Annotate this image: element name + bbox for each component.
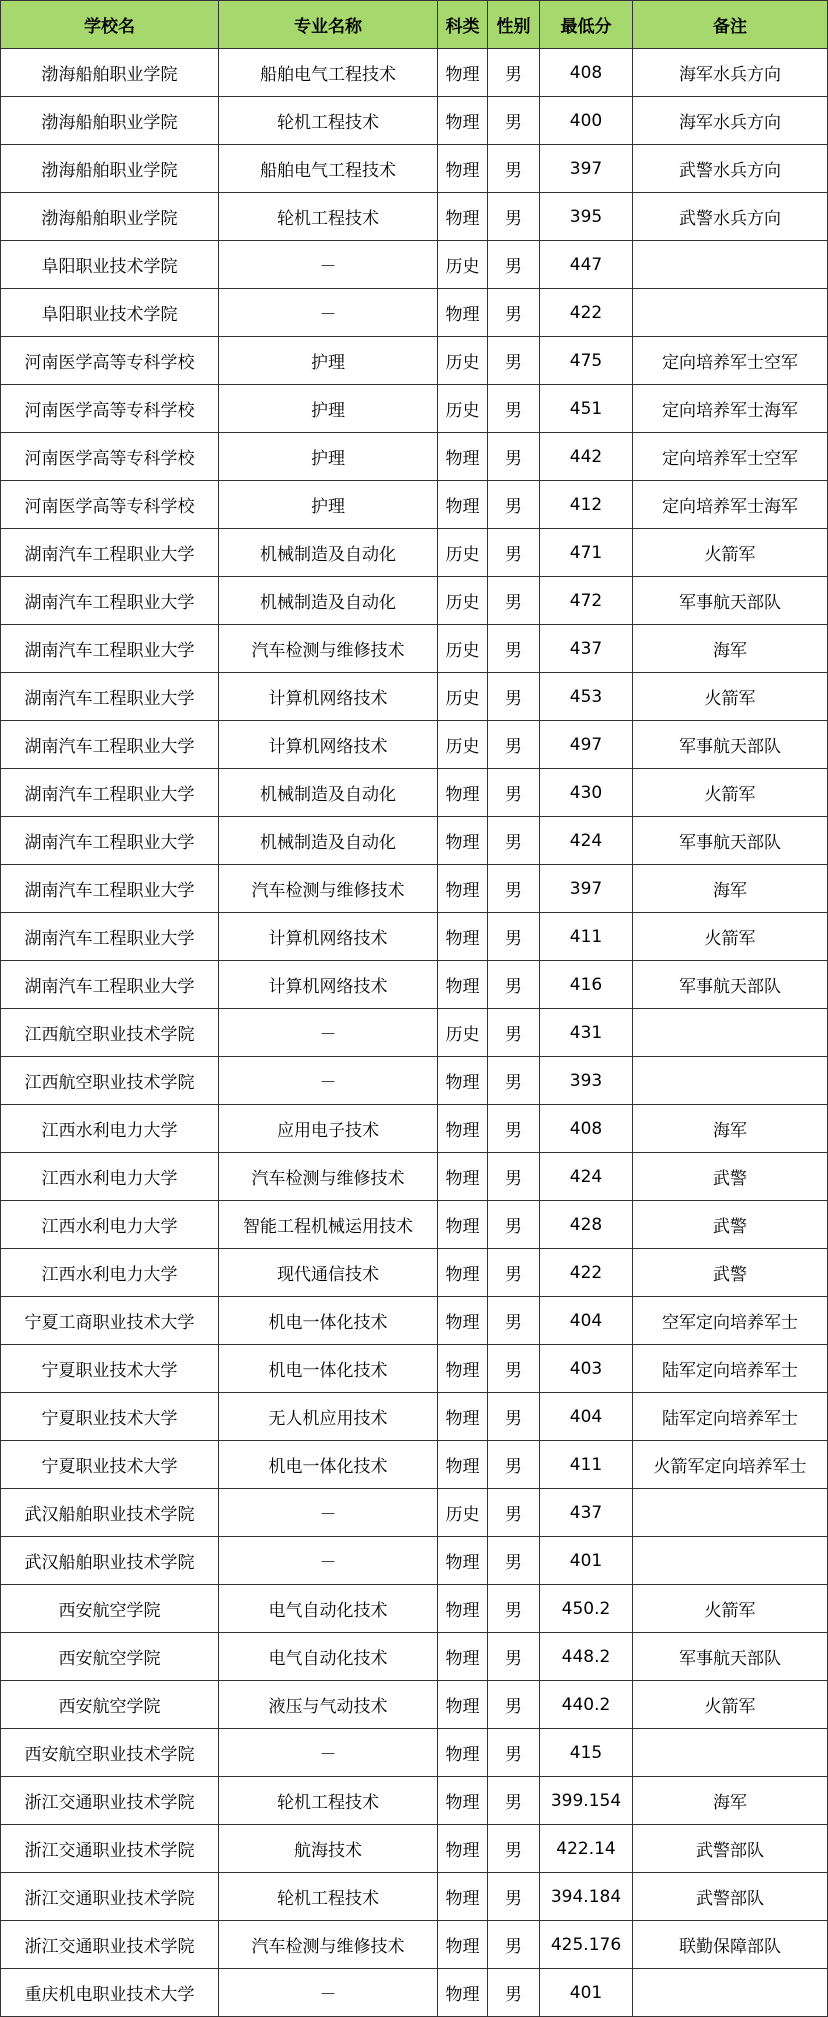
subject-cell: 历史 (438, 1009, 488, 1057)
remarks-cell: 武警 (633, 1249, 828, 1297)
major-cell: 轮机工程技术 (219, 193, 438, 241)
gender-cell: 男 (488, 1441, 540, 1489)
table-header (1, 1, 828, 49)
school-cell: 重庆机电职业技术大学 (1, 1969, 219, 2017)
subject-cell: 物理 (438, 1537, 488, 1585)
gender-cell: 男 (488, 913, 540, 961)
remarks-cell: 武警 (633, 1201, 828, 1249)
min-score-cell: 472 (540, 577, 633, 625)
remarks-cell: 定向培养军士空军 (633, 433, 828, 481)
table-row (1, 1345, 828, 1393)
school-cell: 湖南汽车工程职业大学 (1, 625, 219, 673)
table-row (1, 1153, 828, 1201)
table-row (1, 1585, 828, 1633)
major-cell: 汽车检测与维修技术 (219, 1153, 438, 1201)
subject-cell: 历史 (438, 577, 488, 625)
table-row (1, 385, 828, 433)
gender-cell: 男 (488, 1105, 540, 1153)
min-score-cell: 400 (540, 97, 633, 145)
major-cell: 护理 (219, 385, 438, 433)
table-body (1, 49, 828, 2017)
table-row (1, 241, 828, 289)
major-cell: 机电一体化技术 (219, 1441, 438, 1489)
remarks-cell (633, 1537, 828, 1585)
min-score-cell: 401 (540, 1537, 633, 1585)
gender-cell: 男 (488, 433, 540, 481)
min-score-cell: 412 (540, 481, 633, 529)
gender-cell: 男 (488, 1825, 540, 1873)
school-cell: 浙江交通职业技术学院 (1, 1777, 219, 1825)
school-cell: 宁夏工商职业技术大学 (1, 1297, 219, 1345)
gender-cell: 男 (488, 385, 540, 433)
gender-cell: 男 (488, 673, 540, 721)
major-cell: 机械制造及自动化 (219, 577, 438, 625)
major-cell: 机电一体化技术 (219, 1297, 438, 1345)
major-cell: 护理 (219, 481, 438, 529)
min-score-cell: 415 (540, 1729, 633, 1777)
major-cell: － (219, 1009, 438, 1057)
min-score-cell: 397 (540, 145, 633, 193)
school-cell: 江西水利电力大学 (1, 1201, 219, 1249)
school-cell: 浙江交通职业技术学院 (1, 1921, 219, 1969)
school-cell: 西安航空职业技术学院 (1, 1729, 219, 1777)
table-row (1, 625, 828, 673)
gender-cell: 男 (488, 1393, 540, 1441)
table-row (1, 817, 828, 865)
major-cell: － (219, 1969, 438, 2017)
min-score-cell: 411 (540, 913, 633, 961)
header-row (1, 1, 828, 49)
gender-cell: 男 (488, 1633, 540, 1681)
remarks-cell: 海军水兵方向 (633, 49, 828, 97)
col-header-gender: 性别 (488, 1, 540, 49)
subject-cell: 物理 (438, 1681, 488, 1729)
min-score-cell: 428 (540, 1201, 633, 1249)
table-row (1, 769, 828, 817)
table-row (1, 49, 828, 97)
min-score-cell: 424 (540, 817, 633, 865)
major-cell: － (219, 1729, 438, 1777)
table-row (1, 481, 828, 529)
table-row (1, 1873, 828, 1921)
major-cell: 航海技术 (219, 1825, 438, 1873)
remarks-cell: 陆军定向培养军士 (633, 1345, 828, 1393)
table-row (1, 1777, 828, 1825)
table-row (1, 289, 828, 337)
major-cell: － (219, 241, 438, 289)
gender-cell: 男 (488, 1729, 540, 1777)
school-cell: 湖南汽车工程职业大学 (1, 769, 219, 817)
subject-cell: 物理 (438, 817, 488, 865)
school-cell: 浙江交通职业技术学院 (1, 1825, 219, 1873)
major-cell: 计算机网络技术 (219, 721, 438, 769)
subject-cell: 物理 (438, 1297, 488, 1345)
min-score-cell: 422 (540, 1249, 633, 1297)
school-cell: 阜阳职业技术学院 (1, 241, 219, 289)
subject-cell: 物理 (438, 1585, 488, 1633)
col-header-subject: 科类 (438, 1, 488, 49)
table-row (1, 913, 828, 961)
gender-cell: 男 (488, 1249, 540, 1297)
table-row (1, 433, 828, 481)
major-cell: － (219, 289, 438, 337)
school-cell: 武汉船舶职业技术学院 (1, 1489, 219, 1537)
table-row (1, 1009, 828, 1057)
school-cell: 湖南汽车工程职业大学 (1, 721, 219, 769)
min-score-cell: 451 (540, 385, 633, 433)
subject-cell: 历史 (438, 241, 488, 289)
remarks-cell: 定向培养军士海军 (633, 385, 828, 433)
school-cell: 西安航空学院 (1, 1585, 219, 1633)
min-score-cell: 395 (540, 193, 633, 241)
subject-cell: 物理 (438, 97, 488, 145)
gender-cell: 男 (488, 49, 540, 97)
school-cell: 渤海船舶职业学院 (1, 193, 219, 241)
min-score-cell: 447 (540, 241, 633, 289)
subject-cell: 物理 (438, 433, 488, 481)
table-row (1, 721, 828, 769)
school-cell: 浙江交通职业技术学院 (1, 1873, 219, 1921)
subject-cell: 物理 (438, 1153, 488, 1201)
gender-cell: 男 (488, 577, 540, 625)
subject-cell: 历史 (438, 337, 488, 385)
gender-cell: 男 (488, 337, 540, 385)
remarks-cell: 火箭军 (633, 529, 828, 577)
major-cell: 护理 (219, 433, 438, 481)
subject-cell: 历史 (438, 721, 488, 769)
remarks-cell: 火箭军 (633, 1681, 828, 1729)
gender-cell: 男 (488, 1921, 540, 1969)
gender-cell: 男 (488, 289, 540, 337)
remarks-cell: 空军定向培养军士 (633, 1297, 828, 1345)
remarks-cell: 军事航天部队 (633, 577, 828, 625)
gender-cell: 男 (488, 817, 540, 865)
table-row (1, 145, 828, 193)
gender-cell: 男 (488, 625, 540, 673)
subject-cell: 历史 (438, 673, 488, 721)
subject-cell: 物理 (438, 865, 488, 913)
table-row (1, 337, 828, 385)
remarks-cell: 海军 (633, 865, 828, 913)
min-score-cell: 397 (540, 865, 633, 913)
remarks-cell (633, 1969, 828, 2017)
subject-cell: 物理 (438, 1633, 488, 1681)
remarks-cell: 联勤保障部队 (633, 1921, 828, 1969)
school-cell: 宁夏职业技术大学 (1, 1441, 219, 1489)
school-cell: 湖南汽车工程职业大学 (1, 529, 219, 577)
gender-cell: 男 (488, 481, 540, 529)
table-row (1, 1249, 828, 1297)
subject-cell: 历史 (438, 529, 488, 577)
school-cell: 西安航空学院 (1, 1633, 219, 1681)
min-score-cell: 424 (540, 1153, 633, 1201)
subject-cell: 物理 (438, 193, 488, 241)
table-row (1, 529, 828, 577)
table-row (1, 193, 828, 241)
gender-cell: 男 (488, 97, 540, 145)
min-score-cell: 399.154 (540, 1777, 633, 1825)
major-cell: 计算机网络技术 (219, 673, 438, 721)
major-cell: 智能工程机械运用技术 (219, 1201, 438, 1249)
major-cell: 护理 (219, 337, 438, 385)
table-row (1, 1201, 828, 1249)
remarks-cell: 火箭军 (633, 673, 828, 721)
gender-cell: 男 (488, 1537, 540, 1585)
remarks-cell (633, 1729, 828, 1777)
remarks-cell: 武警部队 (633, 1873, 828, 1921)
major-cell: 液压与气动技术 (219, 1681, 438, 1729)
major-cell: 无人机应用技术 (219, 1393, 438, 1441)
min-score-cell: 450.2 (540, 1585, 633, 1633)
remarks-cell: 火箭军 (633, 1585, 828, 1633)
major-cell: 船舶电气工程技术 (219, 145, 438, 193)
major-cell: 轮机工程技术 (219, 1777, 438, 1825)
gender-cell: 男 (488, 961, 540, 1009)
major-cell: 汽车检测与维修技术 (219, 865, 438, 913)
gender-cell: 男 (488, 529, 540, 577)
subject-cell: 物理 (438, 1345, 488, 1393)
remarks-cell: 海军 (633, 1777, 828, 1825)
table-row (1, 1105, 828, 1153)
remarks-cell: 火箭军 (633, 769, 828, 817)
table-row (1, 961, 828, 1009)
min-score-cell: 404 (540, 1297, 633, 1345)
gender-cell: 男 (488, 1681, 540, 1729)
major-cell: 计算机网络技术 (219, 913, 438, 961)
subject-cell: 物理 (438, 1777, 488, 1825)
table-row (1, 1969, 828, 2017)
remarks-cell: 海军 (633, 1105, 828, 1153)
table-row (1, 97, 828, 145)
major-cell: 应用电子技术 (219, 1105, 438, 1153)
school-cell: 宁夏职业技术大学 (1, 1345, 219, 1393)
subject-cell: 物理 (438, 1393, 488, 1441)
subject-cell: 物理 (438, 1057, 488, 1105)
major-cell: 机械制造及自动化 (219, 769, 438, 817)
remarks-cell: 陆军定向培养军士 (633, 1393, 828, 1441)
school-cell: 江西水利电力大学 (1, 1249, 219, 1297)
subject-cell: 物理 (438, 481, 488, 529)
table-row (1, 1825, 828, 1873)
min-score-cell: 422.14 (540, 1825, 633, 1873)
min-score-cell: 442 (540, 433, 633, 481)
remarks-cell (633, 289, 828, 337)
subject-cell: 物理 (438, 961, 488, 1009)
subject-cell: 物理 (438, 289, 488, 337)
table-row (1, 1057, 828, 1105)
gender-cell: 男 (488, 1057, 540, 1105)
gender-cell: 男 (488, 1969, 540, 2017)
subject-cell: 物理 (438, 1825, 488, 1873)
major-cell: 机械制造及自动化 (219, 529, 438, 577)
table-row (1, 1441, 828, 1489)
min-score-cell: 394.184 (540, 1873, 633, 1921)
table-row (1, 1633, 828, 1681)
table-row (1, 1489, 828, 1537)
gender-cell: 男 (488, 1153, 540, 1201)
min-score-cell: 425.176 (540, 1921, 633, 1969)
col-header-major: 专业名称 (219, 1, 438, 49)
min-score-cell: 440.2 (540, 1681, 633, 1729)
subject-cell: 物理 (438, 1921, 488, 1969)
school-cell: 河南医学高等专科学校 (1, 385, 219, 433)
subject-cell: 物理 (438, 49, 488, 97)
gender-cell: 男 (488, 1873, 540, 1921)
min-score-cell: 437 (540, 1489, 633, 1537)
min-score-cell: 431 (540, 1009, 633, 1057)
major-cell: 轮机工程技术 (219, 97, 438, 145)
school-cell: 湖南汽车工程职业大学 (1, 673, 219, 721)
subject-cell: 物理 (438, 1249, 488, 1297)
school-cell: 阜阳职业技术学院 (1, 289, 219, 337)
min-score-cell: 475 (540, 337, 633, 385)
gender-cell: 男 (488, 1585, 540, 1633)
remarks-cell: 军事航天部队 (633, 721, 828, 769)
subject-cell: 物理 (438, 769, 488, 817)
col-header-school: 学校名 (1, 1, 219, 49)
gender-cell: 男 (488, 721, 540, 769)
school-cell: 江西水利电力大学 (1, 1105, 219, 1153)
major-cell: 现代通信技术 (219, 1249, 438, 1297)
school-cell: 河南医学高等专科学校 (1, 433, 219, 481)
school-cell: 江西水利电力大学 (1, 1153, 219, 1201)
min-score-cell: 497 (540, 721, 633, 769)
subject-cell: 物理 (438, 1729, 488, 1777)
min-score-cell: 430 (540, 769, 633, 817)
school-cell: 渤海船舶职业学院 (1, 145, 219, 193)
major-cell: 计算机网络技术 (219, 961, 438, 1009)
school-cell: 河南医学高等专科学校 (1, 337, 219, 385)
gender-cell: 男 (488, 1777, 540, 1825)
school-cell: 湖南汽车工程职业大学 (1, 577, 219, 625)
gender-cell: 男 (488, 1201, 540, 1249)
min-score-cell: 408 (540, 49, 633, 97)
col-header-remarks: 备注 (633, 1, 828, 49)
major-cell: 船舶电气工程技术 (219, 49, 438, 97)
school-cell: 宁夏职业技术大学 (1, 1393, 219, 1441)
remarks-cell: 海军 (633, 625, 828, 673)
remarks-cell: 武警部队 (633, 1825, 828, 1873)
major-cell: 电气自动化技术 (219, 1633, 438, 1681)
school-cell: 河南医学高等专科学校 (1, 481, 219, 529)
major-cell: 机电一体化技术 (219, 1345, 438, 1393)
subject-cell: 物理 (438, 1201, 488, 1249)
min-score-cell: 453 (540, 673, 633, 721)
subject-cell: 物理 (438, 1873, 488, 1921)
school-cell: 江西航空职业技术学院 (1, 1009, 219, 1057)
min-score-cell: 471 (540, 529, 633, 577)
min-score-cell: 411 (540, 1441, 633, 1489)
remarks-cell (633, 1489, 828, 1537)
table-row (1, 1921, 828, 1969)
min-score-cell: 408 (540, 1105, 633, 1153)
remarks-cell (633, 241, 828, 289)
remarks-cell: 定向培养军士海军 (633, 481, 828, 529)
remarks-cell: 武警 (633, 1153, 828, 1201)
remarks-cell: 武警水兵方向 (633, 193, 828, 241)
subject-cell: 物理 (438, 1105, 488, 1153)
gender-cell: 男 (488, 145, 540, 193)
school-cell: 湖南汽车工程职业大学 (1, 865, 219, 913)
table-row (1, 673, 828, 721)
subject-cell: 物理 (438, 145, 488, 193)
subject-cell: 物理 (438, 1441, 488, 1489)
gender-cell: 男 (488, 865, 540, 913)
subject-cell: 历史 (438, 1489, 488, 1537)
min-score-cell: 404 (540, 1393, 633, 1441)
subject-cell: 物理 (438, 1969, 488, 2017)
school-cell: 武汉船舶职业技术学院 (1, 1537, 219, 1585)
gender-cell: 男 (488, 1297, 540, 1345)
school-cell: 渤海船舶职业学院 (1, 49, 219, 97)
gender-cell: 男 (488, 193, 540, 241)
remarks-cell: 海军水兵方向 (633, 97, 828, 145)
major-cell: 汽车检测与维修技术 (219, 1921, 438, 1969)
subject-cell: 历史 (438, 385, 488, 433)
remarks-cell: 火箭军定向培养军士 (633, 1441, 828, 1489)
major-cell: － (219, 1537, 438, 1585)
remarks-cell (633, 1057, 828, 1105)
remarks-cell: 火箭军 (633, 913, 828, 961)
min-score-cell: 416 (540, 961, 633, 1009)
major-cell: － (219, 1057, 438, 1105)
min-score-cell: 448.2 (540, 1633, 633, 1681)
remarks-cell (633, 1009, 828, 1057)
min-score-cell: 401 (540, 1969, 633, 2017)
table-row (1, 1681, 828, 1729)
subject-cell: 历史 (438, 625, 488, 673)
school-cell: 渤海船舶职业学院 (1, 97, 219, 145)
remarks-cell: 军事航天部队 (633, 1633, 828, 1681)
gender-cell: 男 (488, 241, 540, 289)
major-cell: 汽车检测与维修技术 (219, 625, 438, 673)
major-cell: － (219, 1489, 438, 1537)
school-cell: 湖南汽车工程职业大学 (1, 913, 219, 961)
school-cell: 湖南汽车工程职业大学 (1, 961, 219, 1009)
col-header-min-score: 最低分 (540, 1, 633, 49)
major-cell: 轮机工程技术 (219, 1873, 438, 1921)
remarks-cell: 武警水兵方向 (633, 145, 828, 193)
table-row (1, 865, 828, 913)
table-row (1, 1537, 828, 1585)
school-cell: 西安航空学院 (1, 1681, 219, 1729)
gender-cell: 男 (488, 1009, 540, 1057)
min-score-cell: 437 (540, 625, 633, 673)
gender-cell: 男 (488, 769, 540, 817)
major-cell: 电气自动化技术 (219, 1585, 438, 1633)
gender-cell: 男 (488, 1489, 540, 1537)
min-score-cell: 393 (540, 1057, 633, 1105)
table-row (1, 1729, 828, 1777)
remarks-cell: 军事航天部队 (633, 817, 828, 865)
subject-cell: 物理 (438, 913, 488, 961)
min-score-cell: 422 (540, 289, 633, 337)
school-cell: 湖南汽车工程职业大学 (1, 817, 219, 865)
remarks-cell: 定向培养军士空军 (633, 337, 828, 385)
table-row (1, 577, 828, 625)
gender-cell: 男 (488, 1345, 540, 1393)
school-cell: 江西航空职业技术学院 (1, 1057, 219, 1105)
min-score-cell: 403 (540, 1345, 633, 1393)
remarks-cell: 军事航天部队 (633, 961, 828, 1009)
major-cell: 机械制造及自动化 (219, 817, 438, 865)
table-row (1, 1297, 828, 1345)
table-row (1, 1393, 828, 1441)
